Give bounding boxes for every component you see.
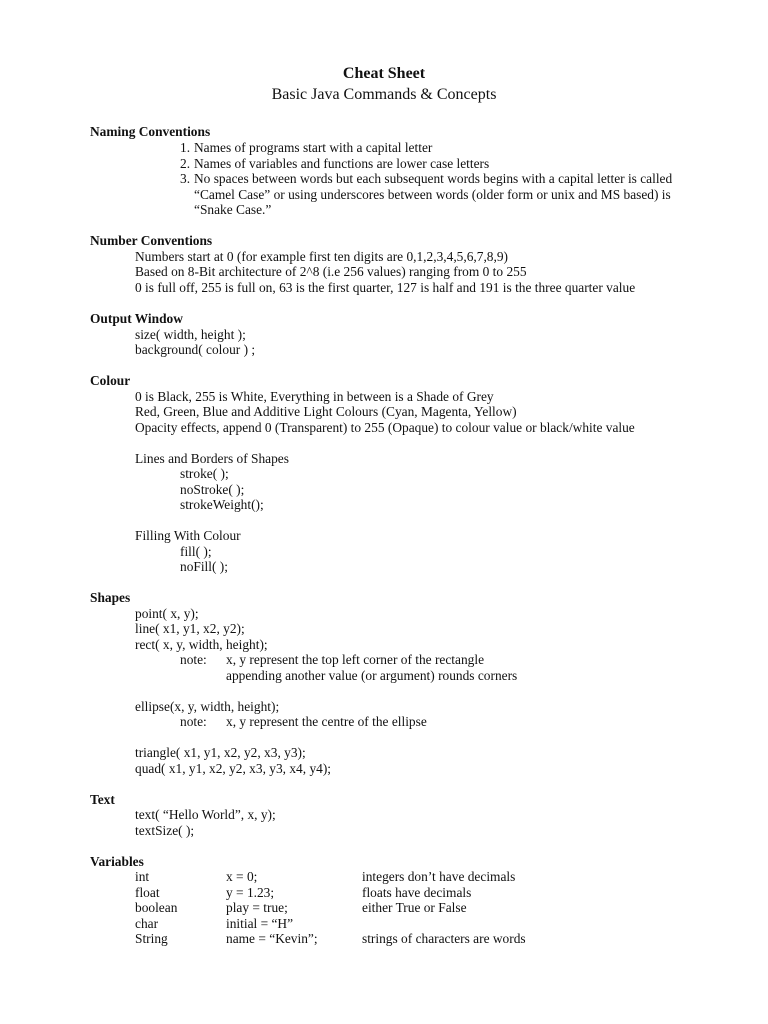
naming-list (180, 140, 700, 218)
section-heading-number: Number Conventions (90, 233, 213, 248)
variable-example: y = 1.23; (226, 885, 275, 900)
variable-description: integers don’t have decimals (362, 869, 516, 884)
subheading-lines-borders: Lines and Borders of Shapes (135, 451, 289, 466)
variable-example: play = true; (226, 900, 288, 915)
code-line: triangle( x1, y1, x2, y2, x3, y3); (135, 745, 306, 760)
variable-description: strings of characters are words (362, 931, 526, 946)
list-item (180, 171, 700, 218)
code-line: noFill( ); (180, 559, 228, 574)
variable-example: x = 0; (226, 869, 258, 884)
list-item-number: 2. (180, 155, 191, 171)
colour-line: Red, Green, Blue and Additive Light Colours (Cyan, Magenta, Yellow) (135, 404, 517, 419)
list-item-text: Names of programs start with a capital letter (194, 140, 433, 155)
variable-type: char (135, 916, 159, 931)
code-line: fill( ); (180, 544, 212, 559)
variable-example: initial = “H” (226, 916, 294, 931)
code-line: noStroke( ); (180, 482, 245, 497)
note-text: appending another value (or argument) rounds corners (226, 668, 518, 683)
note-text: x, y represent the centre of the ellipse (226, 714, 427, 729)
colour-line: 0 is Black, 255 is White, Everything in between is a Shade of Grey (135, 389, 494, 404)
number-line: Numbers start at 0 (for example first ten digits are 0,1,2,3,4,5,6,7,8,9) (135, 249, 508, 264)
page-subtitle: Basic Java Commands & Concepts (271, 86, 497, 103)
variable-type: String (135, 931, 168, 946)
note-label: note: (180, 714, 207, 729)
list-item-number: 3. (180, 171, 191, 186)
code-line: background( colour ) ; (135, 342, 256, 357)
code-line: point( x, y); (135, 606, 199, 621)
variable-type: boolean (135, 900, 178, 915)
list-item-number: 1. (180, 140, 191, 155)
section-heading-shapes: Shapes (90, 590, 131, 605)
variable-description: either True or False (362, 900, 467, 915)
list-item-text: No spaces between words but each subsequent words begins with a capital letter is called “Camel Case” or using underscores between words (older form or unix and MS based) is “Snake Case.” (194, 171, 673, 217)
code-line: rect( x, y, width, height); (135, 637, 268, 652)
page-title: Cheat Sheet (342, 65, 426, 82)
code-line: quad( x1, y1, x2, y2, x3, y3, x4, y4); (135, 761, 332, 776)
note-text: x, y represent the top left corner of the rectangle (226, 652, 485, 667)
section-heading-colour: Colour (90, 373, 131, 388)
code-line: strokeWeight(); (180, 497, 264, 512)
variable-type: int (135, 869, 150, 884)
list-item (180, 140, 700, 156)
code-line: stroke( ); (180, 466, 229, 481)
number-line: Based on 8-Bit architecture of 2^8 (i.e 256 values) ranging from 0 to 255 (135, 264, 527, 279)
section-heading-output: Output Window (90, 311, 183, 326)
colour-line: Opacity effects, append 0 (Transparent) to 255 (Opaque) to colour value or black/white value (135, 420, 635, 435)
note-label: note: (180, 652, 207, 667)
variable-description: floats have decimals (362, 885, 472, 900)
variable-type: float (135, 885, 160, 900)
code-line: ellipse(x, y, width, height); (135, 699, 280, 714)
subheading-filling: Filling With Colour (135, 528, 241, 543)
variable-example: name = “Kevin”; (226, 931, 318, 946)
section-heading-text: Text (90, 792, 115, 807)
section-heading-variables: Variables (90, 854, 144, 869)
number-line: 0 is full off, 255 is full on, 63 is the first quarter, 127 is half and 191 is the three quarter value (135, 280, 636, 295)
code-line: textSize( ); (135, 823, 195, 838)
section-heading-naming: Naming Conventions (90, 124, 211, 139)
code-line: line( x1, y1, x2, y2); (135, 621, 245, 636)
code-line: text( “Hello World”, x, y); (135, 807, 276, 822)
list-item-text: Names of variables and functions are lower case letters (194, 155, 490, 171)
list-item (180, 156, 700, 172)
code-line: size( width, height ); (135, 327, 246, 342)
